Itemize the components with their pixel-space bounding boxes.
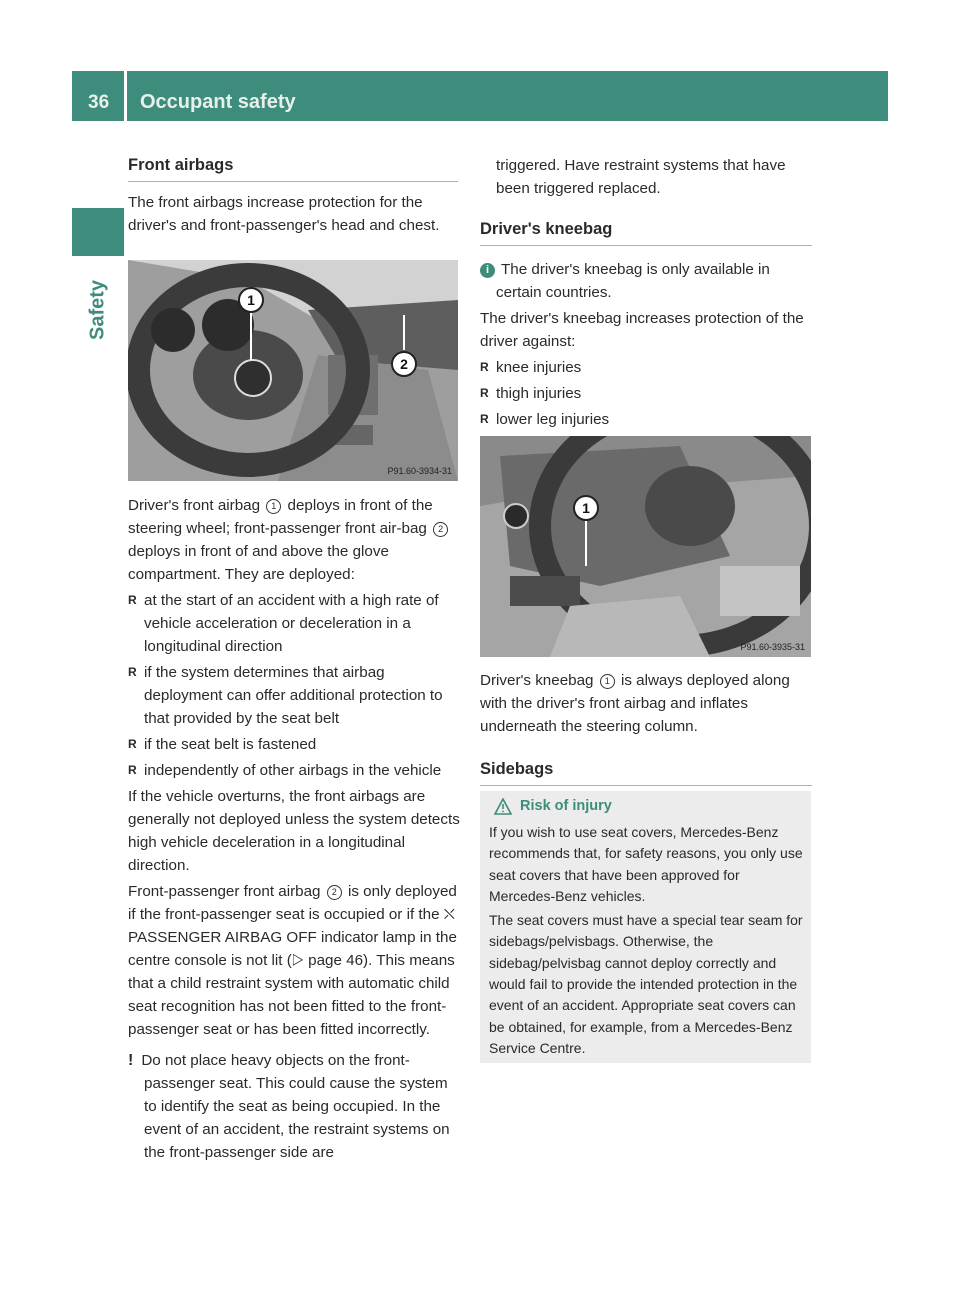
dashboard-illustration — [128, 260, 458, 481]
continued-text: triggered. Have restraint systems that have been triggered replaced. — [496, 157, 786, 197]
kneebag-illustration — [480, 436, 811, 657]
right-column-body — [480, 669, 812, 786]
page-number: 36 — [88, 92, 110, 113]
passenger-airbag-off-icon: ⛌ — [443, 906, 456, 923]
figure-code: P91.60-3935-31 — [740, 642, 805, 652]
section-heading-sidebags: Sidebags — [480, 758, 812, 786]
overturn-paragraph: If the vehicle overturns, the front airbags are generally not deployed unless the system detects high vehicle deceleration in a longitudinal direction. — [128, 788, 460, 874]
side-tab-label: Safety — [86, 279, 109, 341]
list-item: R if the seat belt is fastened — [128, 733, 460, 756]
warning-title: Risk of injury — [520, 798, 612, 814]
info-icon: i — [480, 263, 495, 278]
info-paragraph: i The driver's kneebag is only available in certain countries. — [480, 258, 812, 304]
list-item: R if the system determines that airbag deployment can offer additional protection to that provided by the seat belt — [128, 661, 460, 730]
note-paragraph: ! Do not place heavy objects on the front-passenger seat. This could cause the system to identify the seat as being occupied. In the event of an accident, the restraint systems on the front-passenger side are — [128, 1052, 450, 1161]
front-airbags-intro: The front airbags increase protection for the driver's and front-passenger's head and chest. — [128, 194, 440, 234]
kneebag-intro: The driver's kneebag increases protection of the driver against: — [480, 310, 804, 350]
page-ref-link[interactable]: page 46). This means that a child restraint system with automatic child seat recognition has not been fitted to the front-passenger seat or has been fitted incorrectly. — [128, 952, 455, 1038]
list-item: R thigh injuries — [480, 382, 812, 405]
header-divider — [124, 71, 127, 121]
left-column-body — [128, 494, 460, 1164]
list-item: R lower leg injuries — [480, 408, 812, 431]
callout-2-label: 2 — [400, 356, 408, 372]
callout-1-label: 1 — [582, 500, 590, 516]
kneebag-description: Driver's kneebag 1 is always deployed along with the driver's front airbag and inflates underneath the steering column. — [480, 672, 790, 735]
warning-box — [480, 791, 811, 1063]
page-title: Occupant safety — [140, 91, 296, 113]
left-column-top — [128, 154, 458, 237]
kneebag-figure — [480, 436, 811, 657]
right-column-top — [480, 154, 812, 431]
section-heading-kneebag: Driver's kneebag — [480, 218, 812, 246]
section-heading-front-airbags: Front airbags — [128, 154, 458, 182]
warning-triangle-icon — [494, 798, 512, 816]
callout-ref-1: 1 — [266, 499, 281, 514]
page-ref-arrow-icon: ▷ — [291, 952, 304, 969]
callout-1-label: 1 — [247, 292, 255, 308]
list-item: R knee injuries — [480, 356, 812, 379]
figure-code: P91.60-3934-31 — [387, 466, 452, 476]
warning-body — [489, 822, 807, 1062]
front-passenger-paragraph: Front-passenger front airbag 2 is only deployed if the front-passenger seat is occupied or if the ⛌ PASSENGER AIRBAG OFF indicator lamp in the centre console is not lit (▷ page 46). This means that a child restraint system with automatic child seat recognition has not been fitted to the front-passenger seat or has been fitted incorrectly. — [128, 883, 457, 1038]
note-exclamation-icon: ! — [128, 1052, 134, 1069]
warning-paragraph: If you wish to use seat covers, Mercedes-Benz recommends that, for safety reasons, you only use seat covers that have been approved for Mercedes-Benz vehicles. — [489, 824, 803, 904]
callout-ref-1: 1 — [600, 674, 615, 689]
callout-ref-2: 2 — [433, 522, 448, 537]
callout-ref-2: 2 — [327, 885, 342, 900]
front-airbag-figure — [128, 260, 458, 481]
list-item: R at the start of an accident with a high rate of vehicle acceleration or deceleration in a longitudinal direction — [128, 589, 460, 658]
side-tab-marker — [72, 208, 124, 256]
warning-paragraph: The seat covers must have a special tear seam for sidebags/pelvisbags. Otherwise, the sidebag/pelvisbag cannot deploy correctly and would fail to provide the intended protection in the event of an accident. Appropriate seat covers can be obtained, for example, from a Mercedes-Benz Service Centre. — [489, 912, 803, 1056]
front-airbag-description: Driver's front airbag 1 deploys in front of the steering wheel; front-passenger front air-bag 2 deploys in front of and above the glove compartment. They are deployed: — [128, 494, 460, 586]
list-item: R independently of other airbags in the vehicle — [128, 759, 460, 782]
